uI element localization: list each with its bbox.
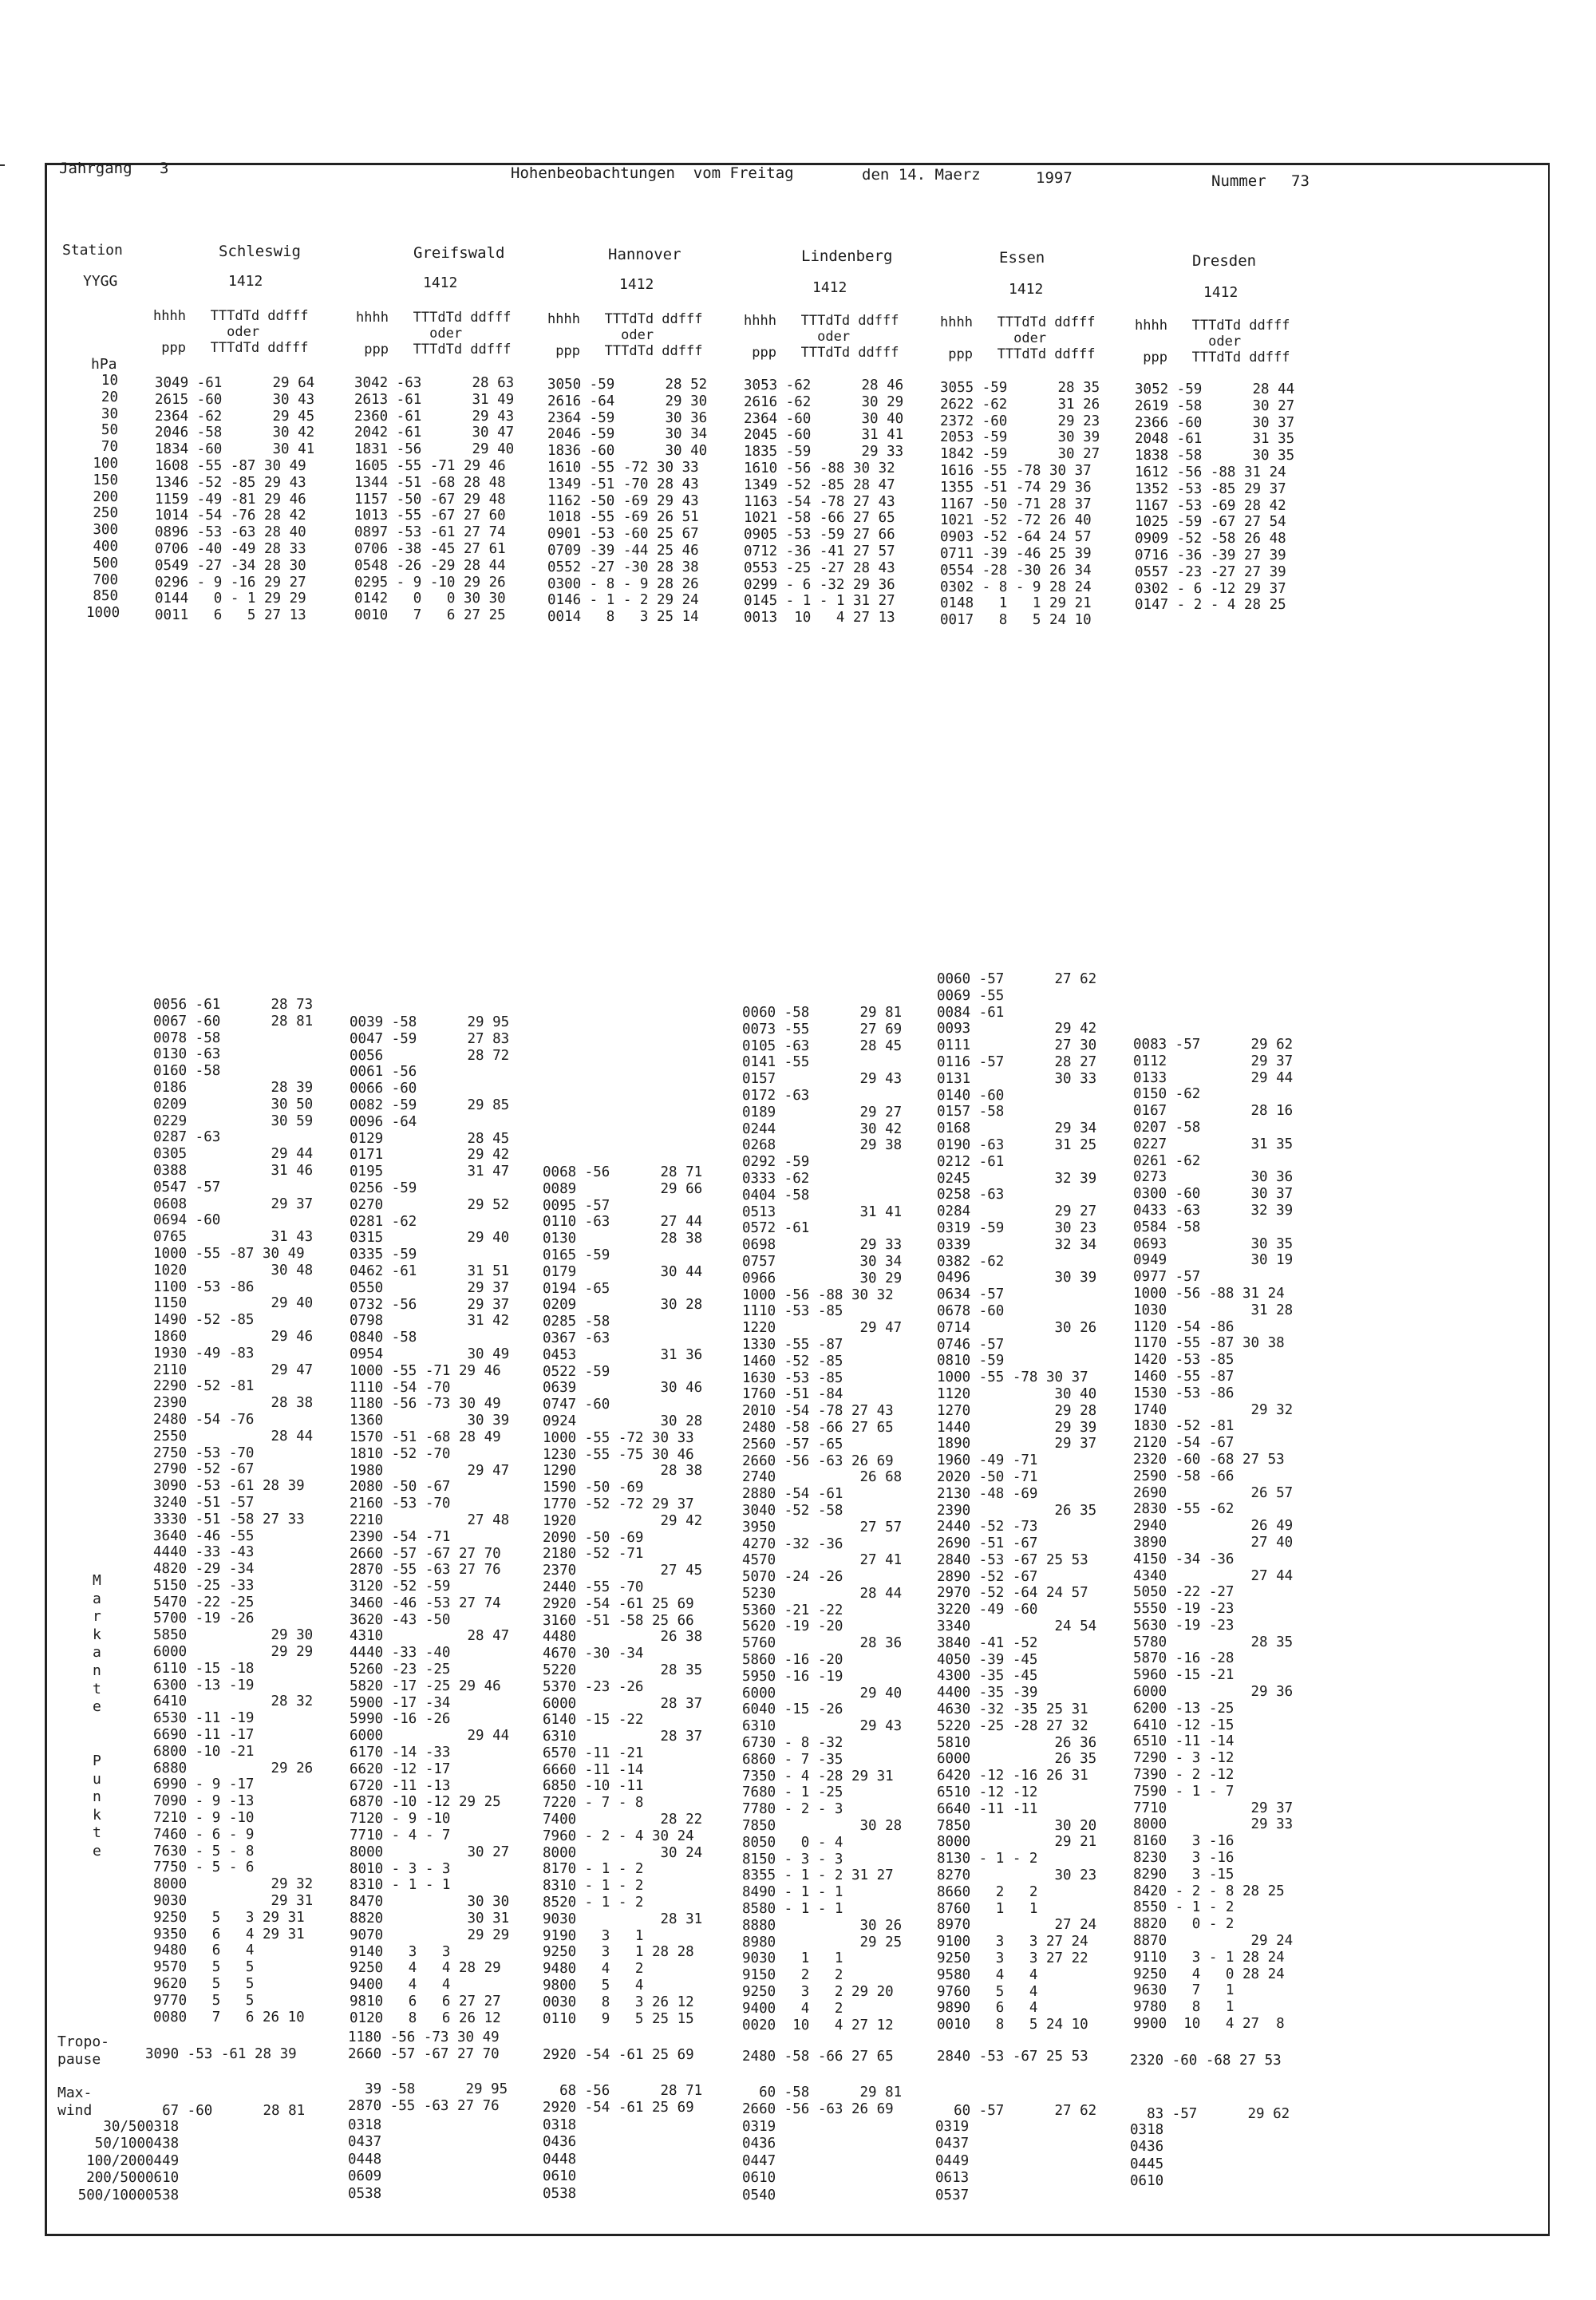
wind-shear-layers: 30/50 50/100 100/200 200/500 500/1000 [77, 2119, 145, 2203]
station-name: Lindenberg [801, 247, 893, 265]
col-header-1: hhhh TTTdTd ddfff [940, 314, 1096, 330]
significant-level-data: 0039 -58 29 95 0047 -59 27 83 0056 28 72 0061 -56 0066 -60 0082 -59 29 85 0096 -64 0129 28 45 0171 29 42 0195 31 47 0256 -59 0270 29 52 0281 -62 0315 29 40 0335 -59 0462 -61 31 51 0550 29 37 0732 -56 29 37 0798 31 42 0840 -58 0954 30 49 1000 -55 -71 29 46 1110 -54 -70 1180 -56 -73 30 49 1360 30 39 1570 -51 -68 28 49 1810 -52 -70 1980 29 47 2080 -50 -67 2160 -53 -70 2210 27 48 2390 -54 -71 2660 -57 -67 27 70 2870 -55 -63 27 76 3120 -52 -59 3460 -46 -53 27 74 3620 -43 -50 4310 28 47 4440 -33 -40 5260 -23 -25 5820 -17 -25 29 46 5900 -17 -34 5990 -16 -26 6000 29 44 6170 -14 -33 6620 -12 -17 6720 -11 -13 6870 -10 -12 29 25 7120 - 9 -10 7710 - 4 - 7 8000 30 27 8010 - 3 - 3 8310 - 1 - 1 8470 30 30 8820 30 31 9070 29 29 9140 3 3 9250 4 4 28 29 9400 4 4 9810 6 6 27 27 0120 8 6 26 12 [350, 1014, 510, 2026]
wind-shear-data: 0319 0436 0447 0610 0540 [742, 2119, 776, 2203]
col-header-2: oder [744, 329, 851, 345]
station-name: Greifswald [413, 244, 505, 262]
year: 1997 [1036, 169, 1073, 187]
tropopause-data: 1180 -56 -73 30 49 2660 -57 -67 27 70 [348, 2029, 500, 2062]
significant-level-data: 0060 -57 27 62 0069 -55 0084 -61 0093 29 42 0111 27 30 0116 -57 28 27 0131 30 33 0140 -60 0157 -58 0168 29 34 0190 -63 31 25 0212 -61 0245 32 39 0258 -63 0284 29 27 0319 -59 30 23 0339 32 34 0382 -62 0496 30 39 0634 -57 0678 -60 0714 30 26 0746 -57 0810 -59 1000 -55 -78 30 37 1120 30 40 1270 29 28 1440 29 39 1890 29 37 1960 -49 -71 2020 -50 -71 2130 -48 -69 2390 26 35 2440 -52 -73 2690 -51 -67 2840 -53 -67 25 53 2890 -52 -67 2970 -52 -64 24 57 3220 -49 -60 3340 24 54 3840 -41 -52 4050 -39 -45 4300 -35 -45 4400 -35 -39 4630 -32 -35 25 31 5220 -25 -28 27 32 5810 26 36 6000 26 35 6420 -12 -16 26 31 6510 -12 -12 6640 -11 -11 7850 30 20 8000 29 21 8130 - 1 - 2 8270 30 23 8660 2 2 8760 1 1 8970 27 24 9100 3 3 27 24 9250 3 3 27 22 9580 4 4 9760 5 4 9890 6 4 0010 8 5 24 10 [937, 971, 1097, 2033]
maxwind-data: 68 -56 28 71 2920 -54 -61 25 69 [543, 2083, 703, 2116]
col-header-2: oder [153, 324, 260, 340]
col-header-3: ppp TTTdTd ddfff [744, 345, 899, 361]
station-name: Essen [999, 249, 1045, 267]
station-name: Dresden [1192, 252, 1257, 270]
standard-level-data: 3055 -59 28 35 2622 -62 31 26 2372 -60 29 23 2053 -59 30 39 1842 -59 30 27 1616 -55 -78 30 37 1355 -51 -74 29 36 1167 -50 -71 28 37 1021 -52 -72 26 40 0903 -52 -64 24 57 0711 -39 -46 25 39 0554 -28 -30 26 34 0302 - 8 - 9 28 24 0148 1 1 29 21 0017 8 5 24 10 [940, 380, 1100, 629]
margin-mark [0, 164, 5, 166]
date-label: den 14. Maerz [862, 166, 981, 184]
jahrgang-label: Jahrgang [59, 160, 132, 177]
maxwind-data: 39 -58 29 95 2870 -55 -63 27 76 [348, 2081, 508, 2114]
wind-shear-data: 0318 0437 0448 0609 0538 [348, 2117, 382, 2202]
significant-level-data: 0068 -56 28 71 0089 29 66 0095 -57 0110 -63 27 44 0130 28 38 0165 -59 0179 30 44 0194 -65 0209 30 28 0285 -58 0367 -63 0453 31 36 0522 -59 0639 30 46 0747 -60 0924 30 28 1000 -55 -72 30 33 1230 -55 -75 30 46 1290 28 38 1590 -50 -69 1770 -52 -72 29 37 1920 29 42 2090 -50 -69 2180 -52 -71 2370 27 45 2440 -55 -70 2920 -54 -61 25 69 3160 -51 -58 25 66 4480 26 38 4670 -30 -34 5220 28 35 5370 -23 -26 6000 28 37 6140 -15 -22 6310 28 37 6570 -11 -21 6660 -11 -14 6850 -10 -11 7220 - 7 - 8 7400 28 22 7960 - 2 - 4 30 24 8000 30 24 8170 - 1 - 2 8310 - 1 - 2 8520 - 1 - 2 9030 28 31 9190 3 1 9250 3 1 28 28 9480 4 2 9800 5 4 0030 8 3 26 12 0110 9 5 25 15 [543, 1164, 703, 2027]
station-yygg: 1412 [423, 275, 458, 291]
significant-level-data: 0056 -61 28 73 0067 -60 28 81 0078 -58 0130 -63 0160 -58 0186 28 39 0209 30 50 0229 30 59 0287 -63 0305 29 44 0388 31 46 0547 -57 0608 29 37 0694 -60 0765 31 43 1000 -55 -87 30 49 1020 30 48 1100 -53 -86 1150 29 40 1490 -52 -85 1860 29 46 1930 -49 -83 2110 29 47 2290 -52 -81 2390 28 38 2480 -54 -76 2550 28 44 2750 -53 -70 2790 -52 -67 3090 -53 -61 28 39 3240 -51 -57 3330 -51 -58 27 33 3640 -46 -55 4440 -33 -43 4820 -29 -34 5150 -25 -33 5470 -22 -25 5700 -19 -26 5850 29 30 6000 29 29 6110 -15 -18 6300 -13 -19 6410 28 32 6530 -11 -19 6690 -11 -17 6800 -10 -21 6880 29 26 6990 - 9 -17 7090 - 9 -13 7210 - 9 -10 7460 - 6 - 9 7630 - 5 - 8 7750 - 5 - 6 8000 29 32 9030 29 31 9250 5 3 29 31 9350 6 4 29 31 9480 6 4 9570 5 5 9620 5 5 9770 5 5 0080 7 6 26 10 [153, 997, 314, 2025]
col-header-2: oder [1135, 334, 1242, 350]
standard-level-data: 3053 -62 28 46 2616 -62 30 29 2364 -60 30 40 2045 -60 31 41 1835 -59 29 33 1610 -56 -88 30 32 1349 -52 -85 28 47 1163 -54 -78 27 43 1021 -58 -66 27 65 0905 -53 -59 27 66 0712 -36 -41 27 57 0553 -25 -27 28 43 0299 - 6 -32 29 36 0145 - 1 - 1 31 27 0013 10 4 27 13 [744, 377, 904, 626]
tropopause-data: 2480 -58 -66 27 65 [742, 2049, 894, 2065]
col-header-3: ppp TTTdTd ddfff [356, 342, 512, 358]
col-header-2: oder [547, 327, 654, 343]
wind-shear-data: 0319 0437 0449 0613 0537 [935, 2119, 970, 2203]
wind-shear-data: 0318 0436 0448 0610 0538 [543, 2117, 577, 2202]
maxwind-label: Max- wind [57, 2085, 93, 2119]
col-header-1: hhhh TTTdTd ddfff [153, 308, 309, 324]
station-name: Schleswig [219, 243, 301, 260]
station-yygg: 1412 [228, 273, 263, 290]
col-header-3: ppp TTTdTd ddfff [547, 343, 703, 359]
standard-level-data: 3049 -61 29 64 2615 -60 30 43 2364 -62 29 45 2046 -58 30 42 1834 -60 30 41 1608 -55 -87 30 49 1346 -52 -85 29 43 1159 -49 -81 29 46 1014 -54 -76 28 42 0896 -53 -63 28 40 0706 -40 -49 28 33 0549 -27 -34 28 30 0296 - 9 -16 29 27 0144 0 - 1 29 29 0011 6 5 27 13 [155, 375, 315, 624]
station-yygg: 1412 [1009, 281, 1044, 298]
significant-level-data: 0083 -57 29 62 0112 29 37 0133 29 44 0150 -62 0167 28 16 0207 -58 0227 31 35 0261 -62 0273 30 36 0300 -60 30 37 0433 -63 32 39 0584 -58 0693 30 35 0949 30 19 0977 -57 1000 -56 -88 31 24 1030 31 28 1120 -54 -86 1170 -55 -87 30 38 1420 -53 -85 1460 -55 -87 1530 -53 -86 1740 29 32 1830 -52 -81 2120 -54 -67 2320 -60 -68 27 53 2590 -58 -66 2690 26 57 2830 -55 -62 2940 26 49 3890 27 40 4150 -34 -36 4340 27 44 5050 -22 -27 5550 -19 -23 5630 -19 -23 5780 28 35 5870 -16 -28 5960 -15 -21 6000 29 36 6200 -13 -25 6410 -12 -15 6510 -11 -14 7290 - 3 -12 7390 - 2 -12 7590 - 1 - 7 7710 29 37 8000 29 33 8160 3 -16 8230 3 -16 8290 3 -15 8420 - 2 - 8 28 25 8550 - 1 - 2 8820 0 - 2 8870 29 24 9110 3 - 1 28 24 9250 4 0 28 24 9630 7 1 9780 8 1 9900 10 4 27 8 [1133, 1037, 1294, 2033]
tropopause-data: 2840 -53 -67 25 53 [937, 2049, 1088, 2065]
col-header-1: hhhh TTTdTd ddfff [547, 311, 703, 327]
tropopause-data: 3090 -53 -61 28 39 [145, 2046, 297, 2062]
col-header-3: ppp TTTdTd ddfff [940, 346, 1096, 362]
standard-level-data: 3050 -59 28 52 2616 -64 29 30 2364 -59 30 36 2046 -59 30 34 1836 -60 30 40 1610 -55 -72 30 33 1349 -51 -70 28 43 1162 -50 -69 29 43 1018 -55 -69 26 51 0901 -53 -60 25 67 0709 -39 -44 25 46 0552 -27 -30 28 38 0300 - 8 - 9 28 26 0146 - 1 - 2 29 24 0014 8 3 25 14 [547, 377, 708, 626]
standard-levels: 10 20 30 50 70 100 150 200 250 300 400 500 700 850 1000 [86, 373, 120, 622]
jahrgang-value: 3 [160, 160, 169, 177]
nummer-label: Nummer [1211, 172, 1266, 190]
station-yygg: 1412 [812, 279, 847, 296]
col-header-1: hhhh TTTdTd ddfff [356, 310, 512, 326]
wind-shear-data: 0318 0438 0449 0610 0538 [145, 2119, 180, 2203]
standard-level-data: 3042 -63 28 63 2613 -61 31 49 2360 -61 29 43 2042 -61 30 47 1831 -56 29 40 1605 -55 -71 29 46 1344 -51 -68 28 48 1157 -50 -67 29 48 1013 -55 -67 27 60 0897 -53 -61 27 74 0706 -38 -45 27 61 0548 -26 -29 28 44 0295 - 9 -10 29 26 0142 0 0 30 30 0010 7 6 27 25 [354, 375, 515, 624]
nummer-value: 73 [1291, 172, 1310, 190]
maxwind-data: 60 -58 29 81 2660 -56 -63 26 69 [742, 2085, 903, 2117]
col-header-1: hhhh TTTdTd ddfff [744, 313, 899, 329]
wind-shear-data: 0318 0436 0445 0610 [1130, 2122, 1164, 2190]
maxwind-data: 60 -57 27 62 [954, 2102, 1097, 2119]
page-title: Hohenbeobachtungen vom Freitag [511, 164, 794, 182]
station-yygg: 1412 [1203, 284, 1238, 301]
tropopause-label: Tropo- pause [57, 2033, 110, 2068]
maxwind-data: 83 -57 29 62 [1147, 2105, 1290, 2122]
col-header-3: ppp TTTdTd ddfff [153, 340, 309, 356]
maxwind-data: 67 -60 28 81 [162, 2102, 306, 2119]
station-label: Station [62, 242, 123, 259]
station-name: Hannover [608, 246, 681, 263]
col-header-2: oder [356, 326, 463, 342]
yygg-label: YYGG [83, 273, 118, 290]
col-header-1: hhhh TTTdTd ddfff [1135, 318, 1290, 334]
markante-punkte-label: M a r k a n t e P u n k t e [93, 1572, 101, 1859]
station-yygg: 1412 [619, 276, 654, 293]
significant-level-data: 0060 -58 29 81 0073 -55 27 69 0105 -63 28 45 0141 -55 0157 29 43 0172 -63 0189 29 27 0244 30 42 0268 29 38 0292 -59 0333 -62 0404 -58 0513 31 41 0572 -61 0698 29 33 0757 30 34 0966 30 29 1000 -56 -88 30 32 1110 -53 -85 1220 29 47 1330 -55 -87 1460 -52 -85 1630 -53 -85 1760 -51 -84 2010 -54 -78 27 43 2480 -58 -66 27 65 2560 -57 -65 2660 -56 -63 26 69 2740 26 68 2880 -54 -61 3040 -52 -58 3950 27 57 4270 -32 -36 4570 27 41 5070 -24 -26 5230 28 44 5360 -21 -22 5620 -19 -20 5760 28 36 5860 -16 -20 5950 -16 -19 6000 29 40 6040 -15 -26 6310 29 43 6730 - 8 -32 6860 - 7 -35 7350 - 4 -28 29 31 7680 - 1 -25 7780 - 2 - 3 7850 30 28 8050 0 - 4 8150 - 3 - 3 8355 - 1 - 2 31 27 8490 - 1 - 1 8580 - 1 - 1 8880 30 26 8980 29 25 9030 1 1 9150 2 2 9250 3 2 29 20 9400 4 2 0020 10 4 27 12 [742, 1005, 903, 2033]
tropopause-data: 2920 -54 -61 25 69 [543, 2047, 694, 2063]
hpa-label: hPa [91, 356, 117, 373]
col-header-3: ppp TTTdTd ddfff [1135, 350, 1290, 366]
standard-level-data: 3052 -59 28 44 2619 -58 30 27 2366 -60 30 37 2048 -61 31 35 1838 -58 30 35 1612 -56 -88 31 24 1352 -53 -85 29 37 1167 -53 -69 28 42 1025 -59 -67 27 54 0909 -52 -58 26 48 0716 -36 -39 27 39 0557 -23 -27 27 39 0302 - 6 -12 29 37 0147 - 2 - 4 28 25 [1135, 381, 1295, 614]
tropopause-data: 2320 -60 -68 27 53 [1130, 2053, 1282, 2069]
col-header-2: oder [940, 330, 1047, 346]
